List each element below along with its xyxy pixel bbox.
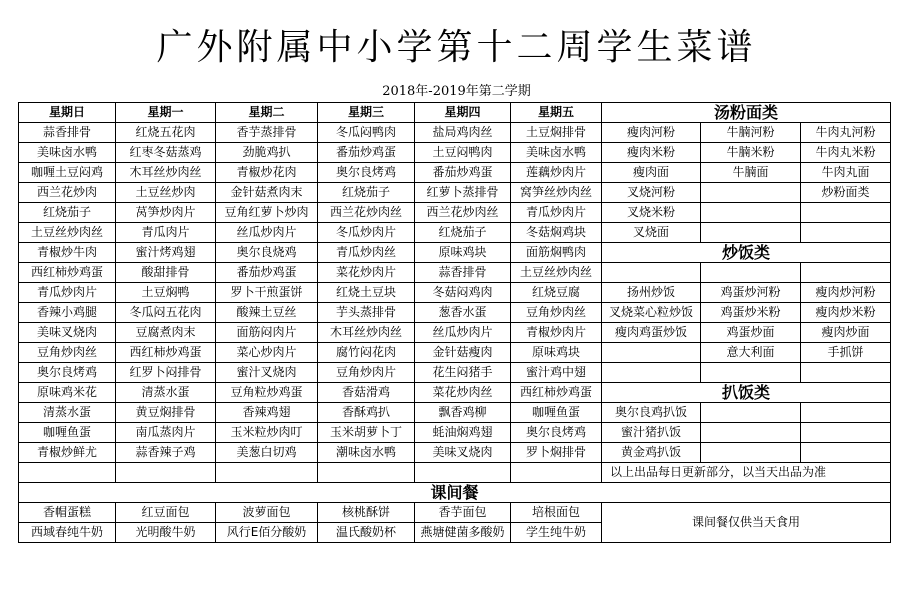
menu-dish: 美味卤水鸭 (511, 143, 602, 163)
noodle-item: 牛腩面 (701, 163, 801, 183)
menu-dish: 金针菇瘦肉 (415, 343, 511, 363)
menu-row-blank (19, 463, 891, 483)
page-title: 广外附属中小学第十二周学生菜谱 (156, 27, 757, 68)
noodle-item (701, 223, 801, 243)
menu-empty-cell (415, 463, 511, 483)
menu-dish: 青椒炒花肉 (216, 163, 318, 183)
fried-rice-item: 鸡蛋炒河粉 (701, 283, 801, 303)
menu-dish: 芋头蒸排骨 (318, 303, 415, 323)
menu-dish: 豆腐煮肉末 (116, 323, 216, 343)
noodle-item: 牛肉丸米粉 (801, 143, 891, 163)
menu-dish: 蚝油焖鸡翅 (415, 423, 511, 443)
menu-dish: 西红柿炒鸡蛋 (19, 263, 116, 283)
menu-dish: 面筋焖鸭肉 (511, 243, 602, 263)
menu-dish: 土豆焖鸭 (116, 283, 216, 303)
menu-dish: 土豆丝炒肉丝 (511, 263, 602, 283)
menu-dish: 面筋闷肉片 (216, 323, 318, 343)
fried-rice-item: 叉烧菜心粒炒饭 (602, 303, 701, 323)
menu-dish: 木耳丝炒肉丝 (318, 323, 415, 343)
menu-dish: 奥尔良烤鸡 (511, 423, 602, 443)
menu-dish: 菜花炒肉片 (318, 263, 415, 283)
rice-bowl-item: 蜜汁猪扒饭 (602, 423, 701, 443)
menu-dish: 清蒸水蛋 (116, 383, 216, 403)
snack-item: 波萝面包 (216, 503, 318, 523)
menu-dish: 葱香水蛋 (415, 303, 511, 323)
fried-rice-item: 鸡蛋炒米粉 (701, 303, 801, 323)
menu-dish: 豆角炒肉丝 (511, 303, 602, 323)
menu-dish: 莴笋炒肉片 (116, 203, 216, 223)
menu-empty-cell (19, 463, 116, 483)
menu-row (19, 223, 891, 243)
menu-dish: 酸甜排骨 (116, 263, 216, 283)
menu-dish: 红烧茄子 (415, 223, 511, 243)
side-empty-cell (602, 363, 701, 383)
menu-dish: 蒜香辣子鸡 (116, 443, 216, 463)
snack-item: 学生纯牛奶 (511, 523, 602, 543)
menu-dish: 美葱白切鸡 (216, 443, 318, 463)
menu-dish: 番茄炒鸡蛋 (415, 163, 511, 183)
menu-dish: 红烧豆腐 (511, 283, 602, 303)
menu-dish: 冬瓜闷五花肉 (116, 303, 216, 323)
menu-dish: 青瓜肉片 (116, 223, 216, 243)
noodle-item: 叉烧米粉 (602, 203, 701, 223)
side-empty-cell (701, 363, 801, 383)
menu-dish: 红烧土豆块 (318, 283, 415, 303)
noodle-item: 炒粉面类 (801, 183, 891, 203)
section-snack-title: 课间餐 (19, 483, 891, 503)
menu-row (19, 263, 891, 283)
menu-dish: 土豆丝炒肉丝 (19, 223, 116, 243)
menu-dish: 奥尔良烤鸡 (318, 163, 415, 183)
menu-dish: 南瓜蒸肉片 (116, 423, 216, 443)
menu-dish: 丝瓜炒肉片 (415, 323, 511, 343)
menu-dish: 西红柿炒鸡蛋 (116, 343, 216, 363)
menu-dish: 蒜香排骨 (415, 263, 511, 283)
day-header: 星期五 (511, 103, 602, 123)
menu-dish: 劲脆鸡扒 (216, 143, 318, 163)
day-header: 星期一 (116, 103, 216, 123)
menu-dish: 酸辣土豆丝 (216, 303, 318, 323)
menu-dish: 腐竹闷花肉 (318, 343, 415, 363)
menu-empty-cell (216, 463, 318, 483)
menu-dish: 菜心炒肉片 (216, 343, 318, 363)
menu-dish: 豆角炒肉丝 (19, 343, 116, 363)
menu-dish: 青瓜炒肉片 (511, 203, 602, 223)
menu-dish: 蜜汁鸡中翅 (511, 363, 602, 383)
menu-dish: 原味鸡块 (511, 343, 602, 363)
menu-dish: 美味叉烧肉 (19, 323, 116, 343)
menu-table (18, 102, 891, 543)
snack-item: 培根面包 (511, 503, 602, 523)
menu-dish: 罗卜焖排骨 (511, 443, 602, 463)
menu-dish: 番茄炒鸡蛋 (216, 263, 318, 283)
menu-dish: 冬菇焖鸡块 (511, 223, 602, 243)
menu-dish: 冬菇闷鸡肉 (415, 283, 511, 303)
menu-row (19, 343, 891, 363)
menu-row (19, 363, 891, 383)
menu-dish: 窝笋丝炒肉丝 (511, 183, 602, 203)
menu-dish: 冬瓜炒肉片 (318, 223, 415, 243)
menu-dish: 盐局鸡肉丝 (415, 123, 511, 143)
menu-row (19, 163, 891, 183)
fried-rice-item: 瘦肉炒河粉 (801, 283, 891, 303)
snack-note: 课间餐仅供当天食用 (602, 503, 891, 543)
menu-dish: 红罗卜闷排骨 (116, 363, 216, 383)
side-empty-cell (801, 443, 891, 463)
menu-dish: 木耳丝炒肉丝 (116, 163, 216, 183)
menu-row (19, 203, 891, 223)
menu-dish: 美味叉烧肉 (415, 443, 511, 463)
menu-row (19, 423, 891, 443)
menu-row (19, 443, 891, 463)
fried-rice-item: 鸡蛋炒面 (701, 323, 801, 343)
menu-dish: 香辣小鸡腿 (19, 303, 116, 323)
menu-dish: 蜜汁烤鸡翅 (116, 243, 216, 263)
menu-dish: 青椒炒鲜尤 (19, 443, 116, 463)
section-fried-rice-title: 炒饭类 (602, 243, 891, 263)
side-empty-cell (701, 443, 801, 463)
day-header-row (19, 103, 891, 123)
menu-dish: 咖喱鱼蛋 (19, 423, 116, 443)
menu-dish: 青椒炒肉片 (511, 323, 602, 343)
snack-item: 温氏酸奶杯 (318, 523, 415, 543)
snack-item: 香帽蛋糕 (19, 503, 116, 523)
menu-empty-cell (511, 463, 602, 483)
side-empty-cell (801, 403, 891, 423)
menu-dish: 咖喱土豆闷鸡 (19, 163, 116, 183)
noodle-item (701, 203, 801, 223)
snack-item: 燕塘健菌多酸奶 (415, 523, 511, 543)
section-rice-bowl-title: 扒饭类 (602, 383, 891, 403)
menu-empty-cell (318, 463, 415, 483)
section-noodle-title: 汤粉面类 (602, 103, 891, 123)
menu-dish: 土豆丝炒肉 (116, 183, 216, 203)
menu-dish: 西兰花炒肉 (19, 183, 116, 203)
noodle-item: 瘦肉河粉 (602, 123, 701, 143)
menu-row (19, 383, 891, 403)
snack-item: 西域春纯牛奶 (19, 523, 116, 543)
menu-dish: 土豆闷鸭肉 (415, 143, 511, 163)
menu-dish: 原味鸡米花 (19, 383, 116, 403)
side-empty-cell (801, 263, 891, 283)
menu-row (19, 323, 891, 343)
snack-title-row (19, 483, 891, 503)
noodle-item (801, 203, 891, 223)
noodle-item: 牛腩米粉 (701, 143, 801, 163)
menu-dish: 番茄炒鸡蛋 (318, 143, 415, 163)
menu-dish: 西红柿炒鸡蛋 (511, 383, 602, 403)
noodle-item: 牛肉丸面 (801, 163, 891, 183)
menu-row (19, 143, 891, 163)
menu-dish: 冬瓜闷鸭肉 (318, 123, 415, 143)
menu-dish: 丝瓜炒肉片 (216, 223, 318, 243)
menu-dish: 青瓜炒肉丝 (318, 243, 415, 263)
menu-dish: 菜花炒肉丝 (415, 383, 511, 403)
menu-dish: 青椒炒牛肉 (19, 243, 116, 263)
menu-dish: 蜜汁叉烧肉 (216, 363, 318, 383)
snack-item: 香芋面包 (415, 503, 511, 523)
menu-dish: 莲藕炒肉片 (511, 163, 602, 183)
snack-item: 风行E佰分酸奶 (216, 523, 318, 543)
side-empty-cell (801, 423, 891, 443)
menu-dish: 西兰花炒肉丝 (318, 203, 415, 223)
snack-item: 光明酸牛奶 (116, 523, 216, 543)
menu-dish: 潮味卤水鸭 (318, 443, 415, 463)
side-empty-cell (701, 403, 801, 423)
day-header: 星期四 (415, 103, 511, 123)
day-header: 星期日 (19, 103, 116, 123)
menu-dish: 飘香鸡柳 (415, 403, 511, 423)
noodle-item: 瘦肉面 (602, 163, 701, 183)
menu-dish: 红烧茄子 (318, 183, 415, 203)
menu-row (19, 283, 891, 303)
menu-row (19, 403, 891, 423)
semester-subtitle: 2018年-2019年第二学期 (382, 84, 531, 99)
menu-dish: 红枣冬菇蒸鸡 (116, 143, 216, 163)
menu-dish: 红烧茄子 (19, 203, 116, 223)
menu-dish: 香辣鸡翅 (216, 403, 318, 423)
noodle-item: 牛肉丸河粉 (801, 123, 891, 143)
fried-rice-item: 瘦肉炒面 (801, 323, 891, 343)
menu-dish: 金针菇煮肉末 (216, 183, 318, 203)
menu-dish: 花生闷猪手 (415, 363, 511, 383)
side-empty-cell (701, 423, 801, 443)
noodle-item: 瘦肉米粉 (602, 143, 701, 163)
menu-dish: 清蒸水蛋 (19, 403, 116, 423)
menu-dish: 美味卤水鸭 (19, 143, 116, 163)
side-empty-cell (801, 363, 891, 383)
day-header: 星期三 (318, 103, 415, 123)
fried-rice-item: 意大利面 (701, 343, 801, 363)
menu-dish: 豆角粒炒鸡蛋 (216, 383, 318, 403)
snack-item: 核桃酥饼 (318, 503, 415, 523)
menu-dish: 豆角炒肉片 (318, 363, 415, 383)
menu-dish: 香芋蒸排骨 (216, 123, 318, 143)
menu-dish: 红萝卜蒸排骨 (415, 183, 511, 203)
fried-rice-item: 瘦肉炒米粉 (801, 303, 891, 323)
menu-dish: 蒜香排骨 (19, 123, 116, 143)
side-empty-cell (701, 263, 801, 283)
update-note: 以上出品每日更新部分，以当天出品为准 (602, 463, 891, 483)
menu-dish: 土豆焖排骨 (511, 123, 602, 143)
menu-dish: 罗卜干煎蛋饼 (216, 283, 318, 303)
menu-dish: 红烧五花肉 (116, 123, 216, 143)
snack-row (19, 503, 891, 523)
menu-row (19, 183, 891, 203)
menu-row (19, 243, 891, 263)
noodle-item: 叉烧面 (602, 223, 701, 243)
menu-row (19, 123, 891, 143)
fried-rice-item (602, 343, 701, 363)
side-empty-cell (602, 263, 701, 283)
noodle-item: 叉烧河粉 (602, 183, 701, 203)
menu-dish: 咖喱鱼蛋 (511, 403, 602, 423)
menu-dish: 香酥鸡扒 (318, 403, 415, 423)
rice-bowl-item: 奥尔良鸡扒饭 (602, 403, 701, 423)
fried-rice-item: 瘦肉鸡蛋炒饭 (602, 323, 701, 343)
menu-dish: 奥尔良烧鸡 (216, 243, 318, 263)
fried-rice-item: 手抓饼 (801, 343, 891, 363)
menu-dish: 西兰花炒肉丝 (415, 203, 511, 223)
fried-rice-item: 扬州炒饭 (602, 283, 701, 303)
menu-empty-cell (116, 463, 216, 483)
menu-dish: 玉米胡萝卜丁 (318, 423, 415, 443)
menu-dish: 香菇滑鸡 (318, 383, 415, 403)
menu-dish: 奥尔良烤鸡 (19, 363, 116, 383)
menu-dish: 豆角红萝卜炒肉 (216, 203, 318, 223)
menu-dish: 玉米粒炒肉叮 (216, 423, 318, 443)
noodle-item: 牛腩河粉 (701, 123, 801, 143)
snack-item: 红豆面包 (116, 503, 216, 523)
day-header: 星期二 (216, 103, 318, 123)
rice-bowl-item: 黄金鸡扒饭 (602, 443, 701, 463)
menu-row (19, 303, 891, 323)
menu-dish: 黄豆焖排骨 (116, 403, 216, 423)
menu-dish: 原味鸡块 (415, 243, 511, 263)
noodle-item (701, 183, 801, 203)
menu-dish: 青瓜炒肉片 (19, 283, 116, 303)
noodle-item (801, 223, 891, 243)
